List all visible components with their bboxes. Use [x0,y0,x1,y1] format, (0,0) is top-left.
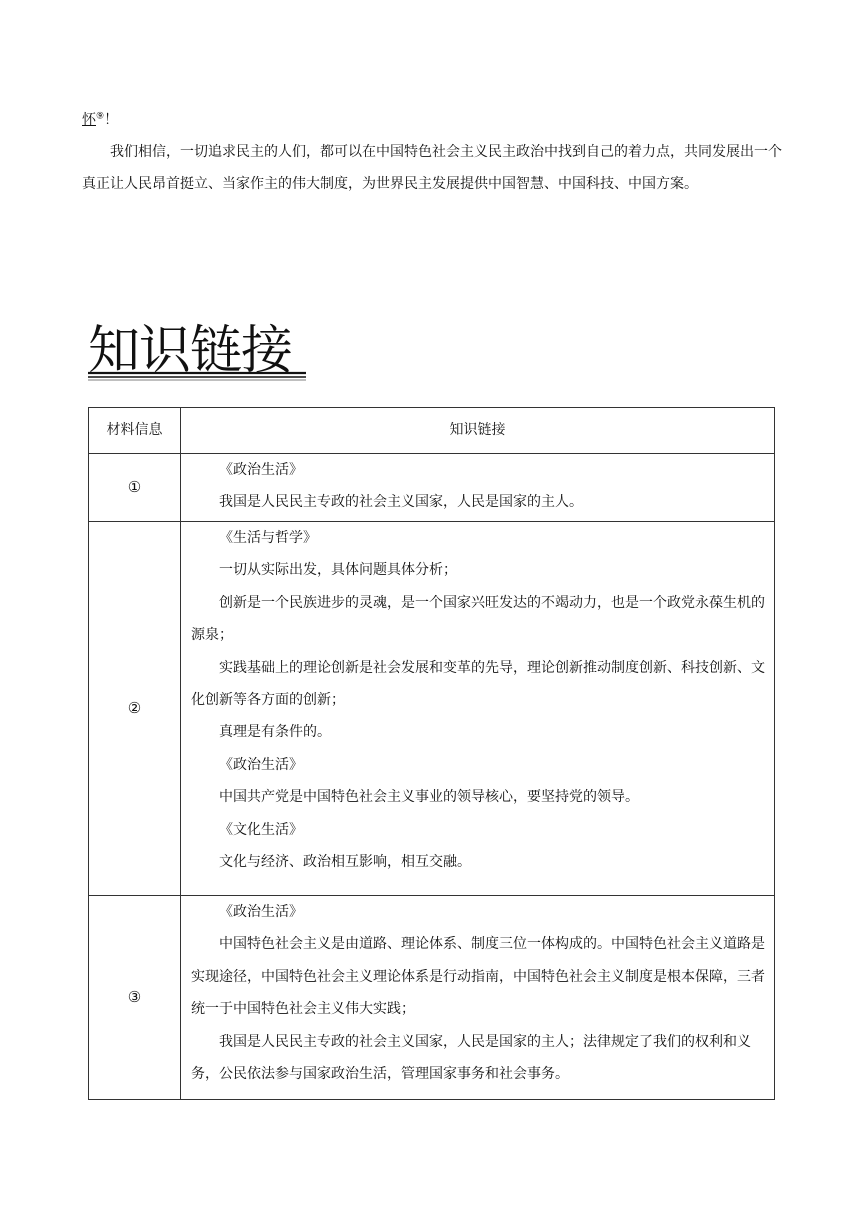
intro-line-1 [82,104,782,136]
header-knowledge-link: 知识链接 [181,408,775,454]
content-line: 实践基础上的理论创新是社会发展和变革的先导，理论创新推动制度创新、科技创新、文化创新等各方面的创新； [191,659,765,709]
content-line: 真理是有条件的。 [219,724,331,741]
row-index: ② [89,522,181,896]
row-content [181,522,775,896]
content-line: 《文化生活》 [219,821,303,838]
intro-line-1-tail: ！ [104,112,119,128]
content-line: 中国共产党是中国特色社会主义事业的领导核心，要坚持党的领导。 [219,789,639,806]
section-heading-text: 知识链接 [88,321,293,381]
footnote-word: 怀 [82,112,96,128]
content-line: 《政治生活》 [219,462,303,478]
content-line: 创新是一个民族进步的灵魂，是一个国家兴旺发达的不竭动力，也是一个政党永葆生机的源泉； [191,594,765,644]
section-heading [86,312,312,384]
content-line: 一切从实际出发，具体问题具体分析； [219,562,457,579]
table-header-row [89,408,775,454]
row-content [181,896,775,1100]
content-line: 《政治生活》 [219,756,303,773]
intro-text [82,104,782,200]
content-line: 《政治生活》 [219,904,303,920]
intro-paragraph: 我们相信，一切追求民主的人们，都可以在中国特色社会主义民主政治中找到自己的着力点，共同发展出一个真正让人民昂首挺立、当家作主的伟大制度，为世界民主发展提供中国智慧、中国科技、中国方案。 [82,144,782,192]
row-index: ③ [89,896,181,1100]
footnote-mark: ⑨ [96,111,105,122]
row-index: ① [89,454,181,522]
table-row [89,522,775,896]
content-line: 中国特色社会主义是由道路、理论体系、制度三位一体构成的。中国特色社会主义道路是实现途径，中国特色社会主义理论体系是行动指南，中国特色社会主义制度是根本保障，三者统一于中国特色社会主义伟大实践； [191,936,765,1018]
table-row [89,454,775,522]
content-line: 我国是人民民主专政的社会主义国家，人民是国家的主人；法律规定了我们的权利和义务，公民依法参与国家政治生活，管理国家事务和社会事务。 [191,1033,751,1083]
header-material-info: 材料信息 [89,408,181,454]
content-line: 文化与经济、政治相互影响，相互交融。 [219,854,471,871]
row-content [181,454,775,522]
content-line: 我国是人民民主专政的社会主义国家，人民是国家的主人。 [219,494,583,511]
knowledge-table [88,407,775,1100]
table-row [89,896,775,1100]
content-line: 《生活与哲学》 [219,530,317,546]
